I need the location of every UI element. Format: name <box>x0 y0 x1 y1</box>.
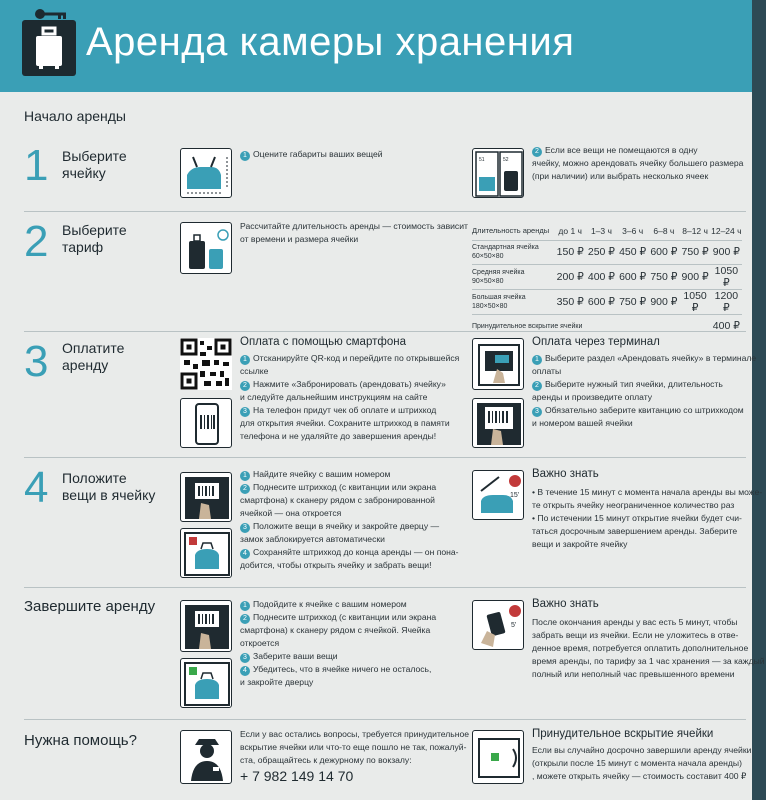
locker-bag-icon <box>180 658 232 708</box>
forced-title: Принудительное вскрытие ячейки <box>532 728 714 740</box>
forced-open-icon <box>472 730 524 784</box>
forced-text: Если вы случайно досрочно завершили аренду ячейки (открыли после 15 минут с момента начала аренды) , можете открыть ячейку — стоимость составит 400 ₽ <box>532 745 752 781</box>
qr-code-icon <box>180 338 232 390</box>
svg-text:5': 5' <box>511 622 517 629</box>
important-text: После окончания аренды у вас есть 5 минут, чтобы забрать вещи из ячейки. Если не уложитесь в отве- денное время, потребуется оплатить дополнительное время аренды, по тарифу за 1 час хранения — за каждый полный или неполный час превышенного времени <box>532 617 765 679</box>
timer-bag-icon <box>472 470 524 520</box>
help-phone[interactable]: + 7 982 149 14 70 <box>240 768 354 784</box>
luggage-icon <box>22 20 76 76</box>
important-title: Важно знать <box>532 468 599 480</box>
section-choose-cell <box>24 140 746 212</box>
phone-barcode-icon <box>180 398 232 448</box>
locker-scan-icon <box>180 472 232 522</box>
table-row-forced: Принудительное вскрытие ячейки 400 ₽ <box>472 320 740 333</box>
attendant-icon <box>180 730 232 784</box>
table-row: Средняя ячейка 90×50×80 200 ₽ 400 ₽ 600 ₽ 750 ₽ 900 ₽ 1050 ₽ <box>472 264 742 289</box>
section-finish <box>24 588 765 720</box>
locker-bag-icon <box>180 528 232 578</box>
svg-text:52: 52 <box>503 157 509 163</box>
lockers-icon <box>472 148 524 198</box>
section-put-items <box>24 458 763 588</box>
terminal-pay-steps: 1 Выберите раздел «Арендовать ячейку» в терминале оплаты 2 Выберите нужный тип ячейки, длительность аренды и произведите оплату 3 Обязательно заберите квитанцию со штрихкодом и номером вашей ячейки <box>532 353 757 428</box>
phone-pay-title: Оплата с помощью смартфона <box>240 336 406 348</box>
s1-step2: 2 Если все вещи не помещаются в одну ячейку, можно арендовать ячейку большего размера (при наличии) или выбрать несколько ячеек <box>532 145 744 181</box>
section-title: Положите вещи в ячейку <box>62 470 156 503</box>
key-icon <box>34 8 68 20</box>
table-row: Стандартная ячейка 60×50×80 150 ₽ 250 ₽ 450 ₽ 600 ₽ 750 ₽ 900 ₽ <box>472 240 742 264</box>
timer-phone-icon <box>472 600 524 650</box>
section-title: Нужна помощь? <box>24 732 137 749</box>
section-help <box>24 720 752 800</box>
step-number: 3 <box>24 337 49 386</box>
important-text: • В течение 15 минут с момента начала аренды вы може- те открыть ячейку неограниченное количество раз • По истечении 15 минут открытие ячейки будет счи- таться досрочным завершением аренды. Заберите вещи и закройте ячейку <box>532 487 763 549</box>
section-title: Оплатите аренду <box>62 340 125 373</box>
page-title: Аренда камеры хранения <box>86 20 575 64</box>
help-text: Если у вас остались вопросы, требуется принудительное вскрытие ячейки или что-то еще пошло не так, пожалуй- ста, обращайтесь к дежурному по вокзалу: <box>240 729 470 765</box>
section-choose-tariff <box>24 212 746 332</box>
section-title: Выберите тариф <box>62 222 127 255</box>
header <box>0 0 752 92</box>
section-title: Выберите ячейку <box>62 148 127 181</box>
luggage-clock-icon <box>180 222 232 274</box>
s2-text: Рассчитайте длительность аренды — стоимость зависит от времени и размера ячейки <box>240 221 468 244</box>
bag-size-icon <box>180 148 232 198</box>
s4-steps: 1 Найдите ячейку с вашим номером 2 Поднесите штрихкод (с квитанции или экрана смартфона) к сканеру рядом с забронированной ячейкой — она откроется 3 Положите вещи в ячейку и закройте дверцу — замок заблокируется автоматически 4 Сохраняйте штрихкод до конца аренды — он пона- добится, чтобы открыть ячейку и забрать вещи! <box>240 469 459 570</box>
terminal-pay-title: Оплата через терминал <box>532 336 660 348</box>
s5-steps: 1 Подойдите к ячейке с вашим номером 2 Поднесите штрихкод (с квитанции или экрана смартфона) к сканеру рядом с ячейкой. Ячейка откроется 3 Заберите ваши вещи 4 Убедитесь, что в ячейке ничего не осталось, и закройте дверцу <box>240 599 437 687</box>
receipt-scan-icon <box>472 398 524 448</box>
step-number: 2 <box>24 217 49 266</box>
important-title: Важно знать <box>532 598 599 610</box>
locker-scan-icon <box>180 600 232 652</box>
start-label: Начало аренды <box>24 108 126 124</box>
step-number: 1 <box>24 141 49 190</box>
s1-step1: 1 Оцените габариты ваших вещей <box>240 148 383 161</box>
tariff-table: Длительность аренды до 1 ч 1–3 ч 3–6 ч 6–8 ч 8–12 ч 12–24 ч Стандартная ячейка 60×50×80 150 ₽ 250 ₽ 450 ₽ 600 ₽ 750 ₽ 900 ₽ Средняя ячейка 90×50×80 200 ₽ 400 ₽ 600 ₽ 750 ₽ 900 ₽ 1050 ₽ Большая ячейка 180×50×80 350 ₽ 600 ₽ 750 ₽ 900 ₽ 1050 ₽ 1200 ₽ Принудительное вскрытие ячейки 400 ₽ <box>472 222 742 338</box>
table-row: Большая ячейка 180×50×80 350 ₽ 600 ₽ 750 ₽ 900 ₽ 1050 ₽ 1200 ₽ <box>472 289 742 314</box>
section-pay <box>24 332 757 458</box>
phone-pay-steps: 1 Отсканируйте QR-код и перейдите по открывшейся ссылке 2 Нажмите «Забронировать (арендовать) ячейку» и следуйте дальнейшим инструкциям на сайте 3 На телефон придут чек об оплате и штрихкод для открытия ячейки. Сохраните штрихкод в памяти телефона и не удаляйте до завершения аренды! <box>240 353 460 441</box>
svg-text:15': 15' <box>510 492 520 499</box>
section-title: Завершите аренду <box>24 598 156 615</box>
svg-text:51: 51 <box>479 157 485 163</box>
step-number: 4 <box>24 463 49 512</box>
terminal-icon <box>472 338 524 390</box>
